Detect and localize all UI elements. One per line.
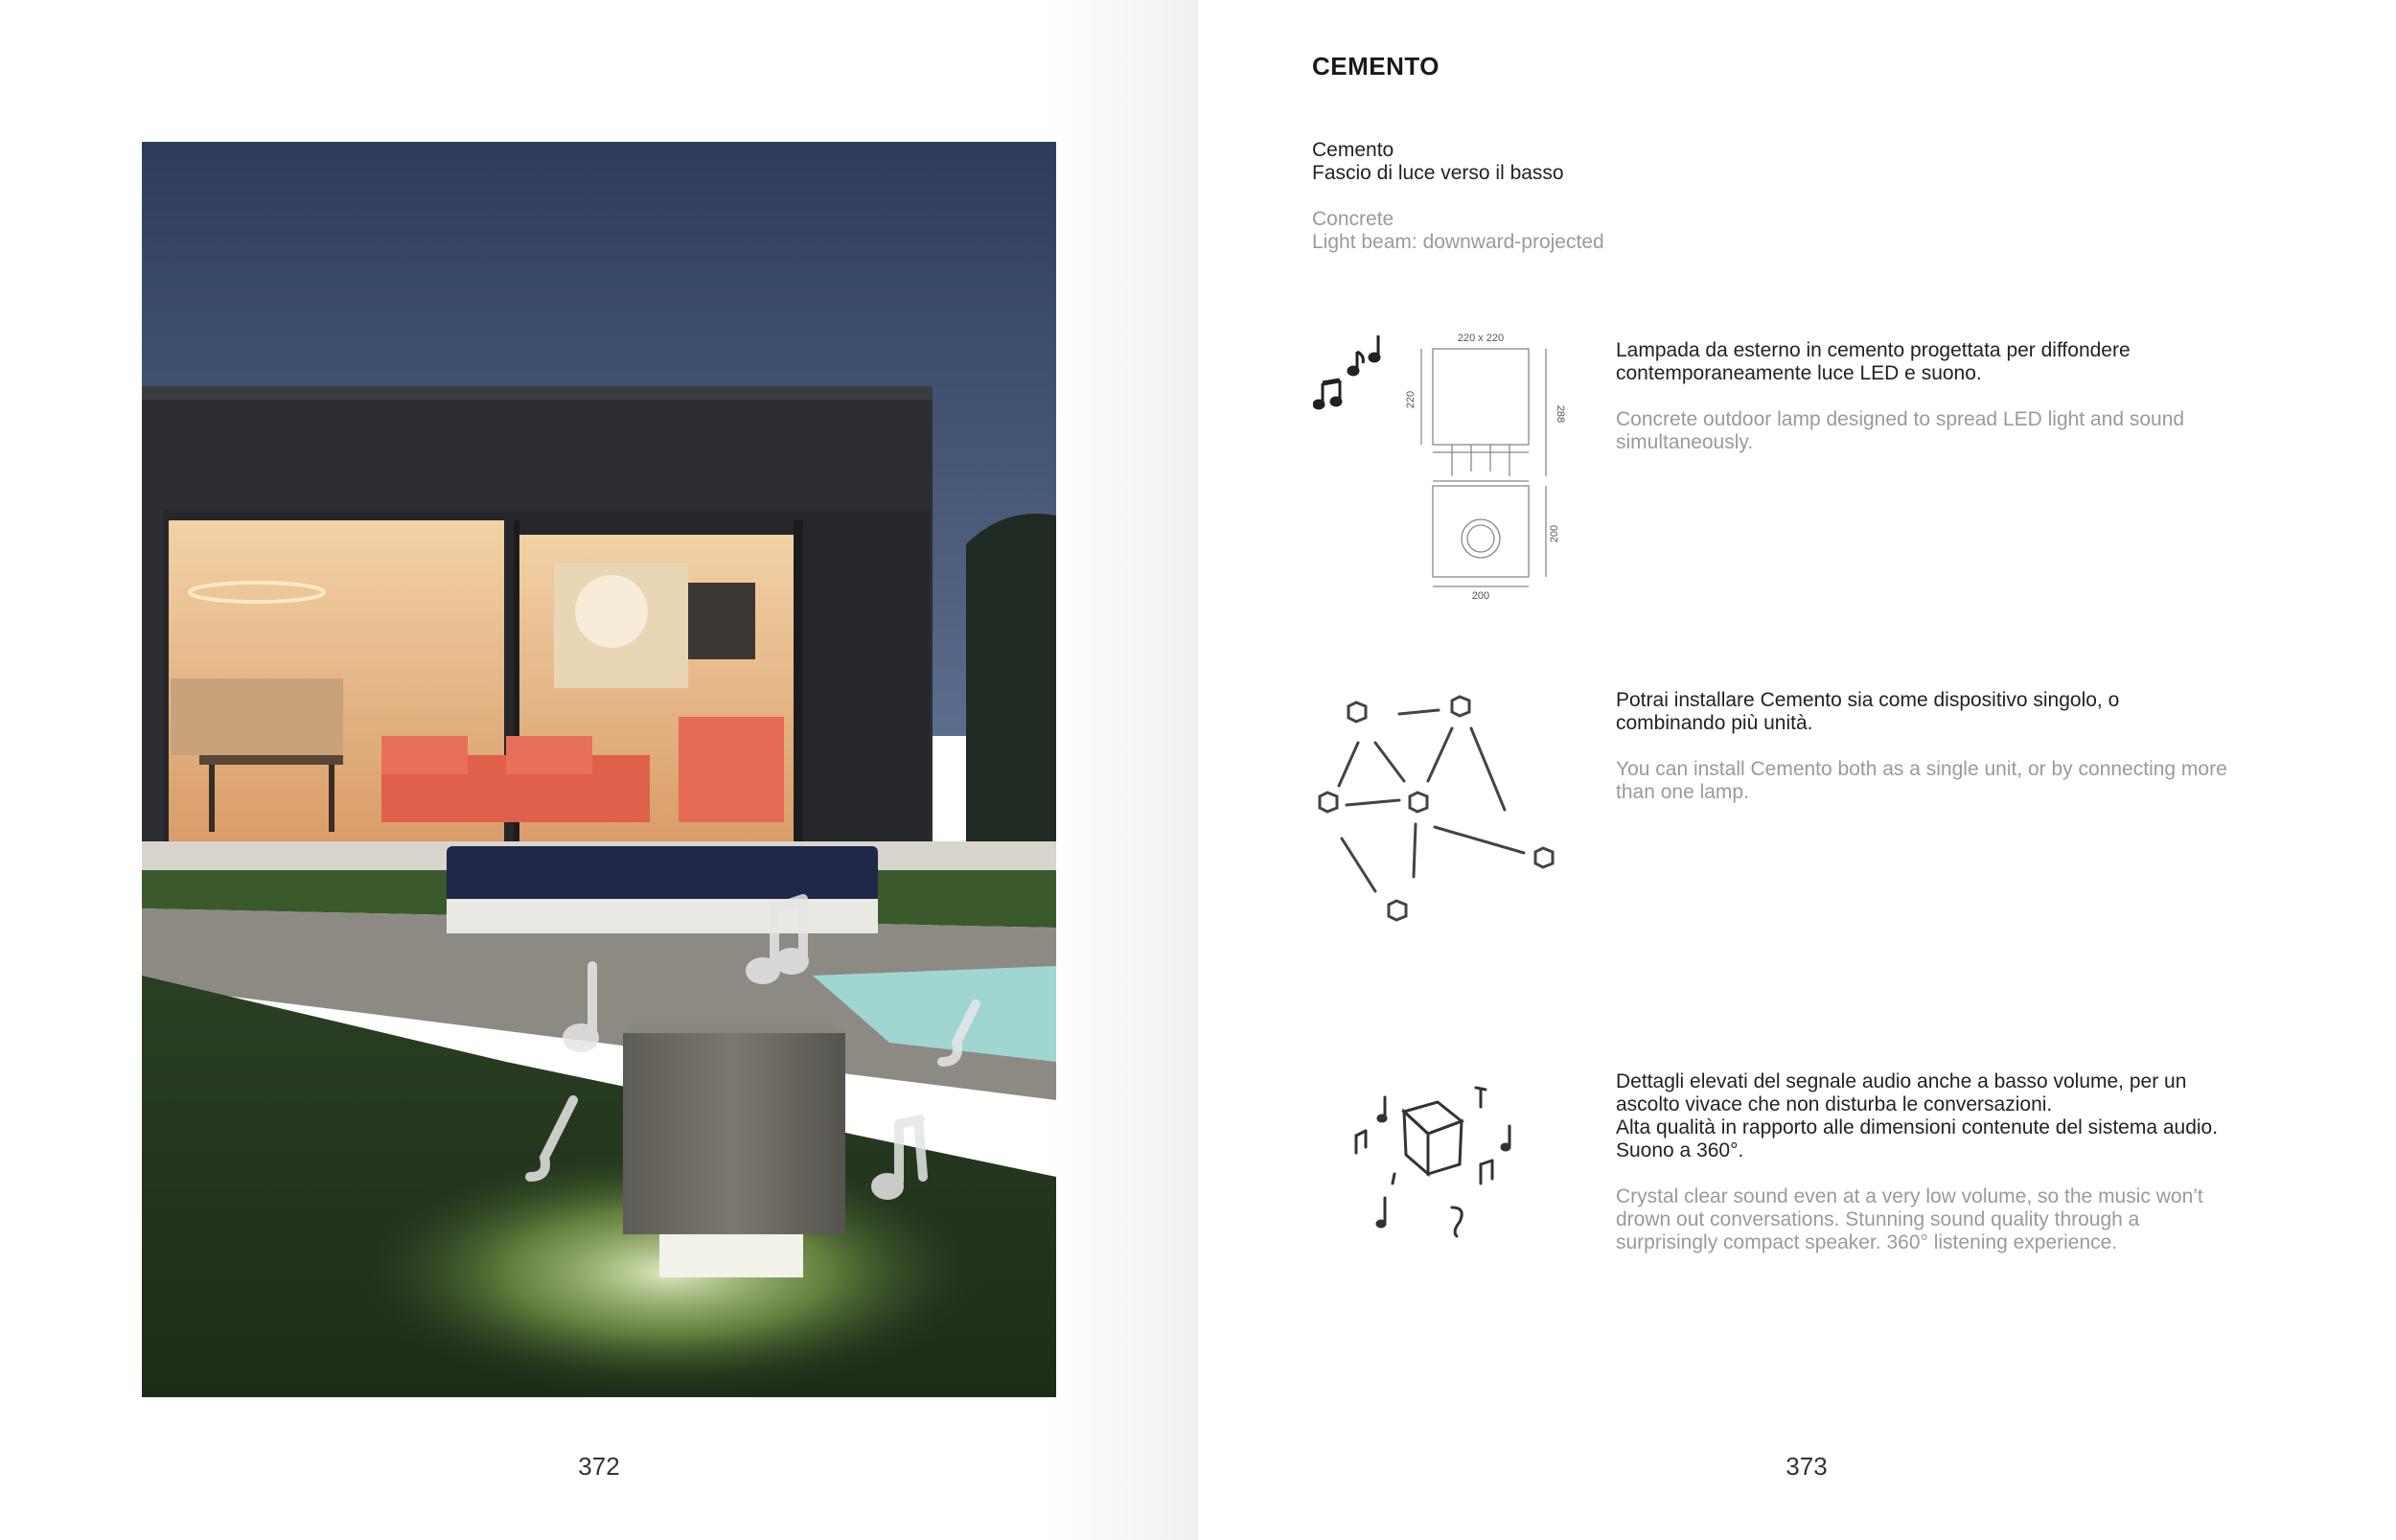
feature3-it-1: Dettagli elevati del segnale audio anche a basso volume, per un ascolto vivace che non disturba le conversazioni. xyxy=(1616,1070,2187,1115)
feature2-en: You can install Cemento both as a single unit, or by connecting more than one lamp. xyxy=(1616,758,2227,803)
technical-drawing xyxy=(1404,328,1567,601)
feature3-it-2: Alta qualità in rapporto alle dimensioni contenute del sistema audio. Suono a 360°. xyxy=(1616,1116,2219,1161)
dim-bottom: 200 xyxy=(1471,590,1490,601)
product-title: CEMENTO xyxy=(1312,52,1440,80)
gutter-shadow xyxy=(1045,0,1198,1540)
feature2-it: Potrai installare Cemento sia come dispositivo singolo, o combinando più unità. xyxy=(1616,689,2120,734)
feature1-en: Concrete outdoor lamp designed to spread LED light and sound simultaneously. xyxy=(1616,408,2185,453)
page-number-right: 373 xyxy=(1785,1452,1828,1481)
dim-side-bottom: 200 xyxy=(1549,524,1560,543)
connected-lamps-icon xyxy=(1308,685,1567,944)
product-photo xyxy=(142,142,1056,1397)
feature1-it: Lampada da esterno in cemento progettata per diffondere contemporaneamente luce LED e suono. xyxy=(1616,339,2131,384)
beam-en: Light beam: downward-projected xyxy=(1312,231,1604,253)
beam-it: Fascio di luce verso il basso xyxy=(1312,162,1564,184)
feature3-en: Crystal clear sound even at a very low volume, so the music won’t drown out conversations. Stunning sound quality through a surprisingly compact speaker. 360° listening experience. xyxy=(1616,1185,2203,1253)
material-it: Cemento xyxy=(1312,139,1394,161)
garden-scene-illustration xyxy=(142,142,1056,1397)
dim-left: 220 xyxy=(1405,390,1417,409)
dim-top: 220 x 220 xyxy=(1457,333,1505,344)
material-en: Concrete xyxy=(1312,208,1394,230)
cube-sound-icon xyxy=(1337,1078,1543,1246)
music-notes-icon xyxy=(1313,331,1390,412)
dim-right: 288 xyxy=(1555,404,1566,424)
page-number-left: 372 xyxy=(578,1452,620,1481)
